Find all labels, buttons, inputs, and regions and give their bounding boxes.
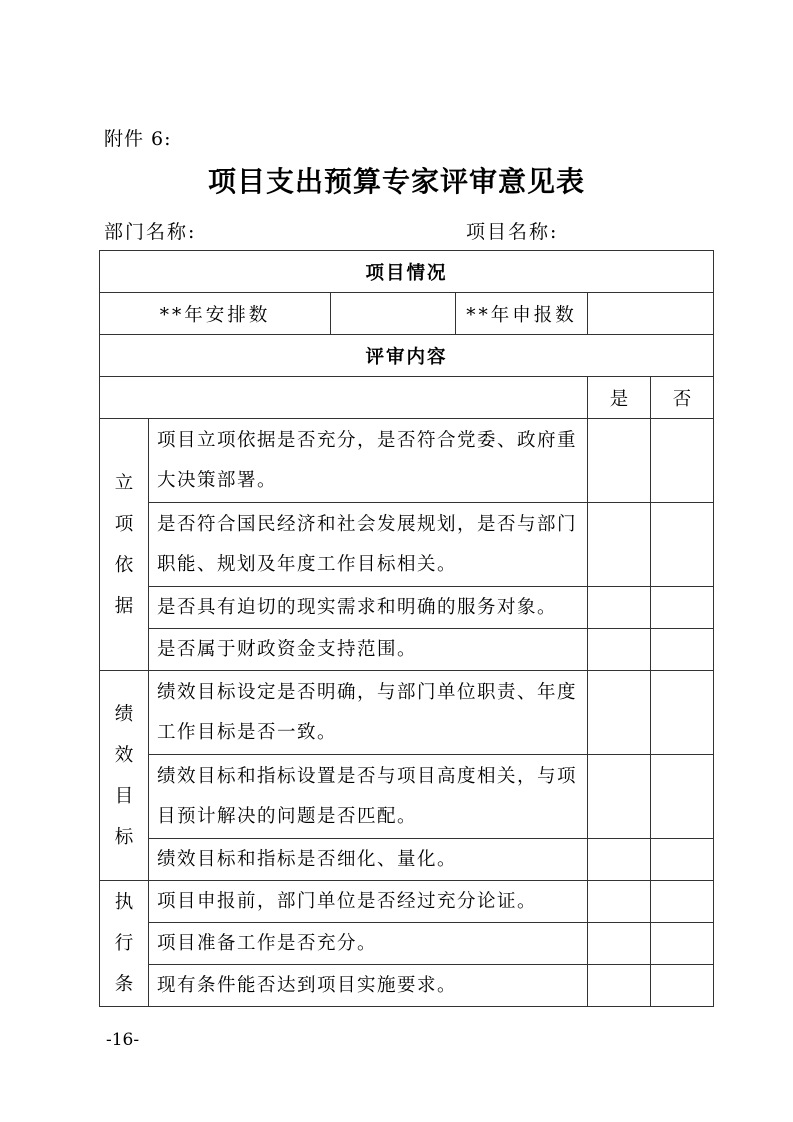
criteria-row — [100, 755, 714, 839]
section-char: 项 — [114, 513, 134, 535]
yes-column-header: 是 — [588, 377, 651, 419]
no-check-cell[interactable] — [651, 839, 714, 881]
criteria-row — [100, 671, 714, 755]
yes-check-cell[interactable] — [588, 881, 651, 923]
section-char: 效 — [114, 744, 134, 766]
section-char: 立 — [114, 472, 134, 494]
declared-amount-label: **年申报数 — [456, 293, 588, 335]
criteria-row — [100, 881, 714, 923]
criteria-row — [100, 965, 714, 1007]
yes-check-cell[interactable] — [588, 839, 651, 881]
yes-check-cell[interactable] — [588, 587, 651, 629]
no-check-cell[interactable] — [651, 923, 714, 965]
criteria-text: 是否属于财政资金支持范围。 — [149, 629, 588, 671]
yes-check-cell[interactable] — [588, 923, 651, 965]
section-char: 条 — [114, 974, 134, 995]
declared-amount-cell[interactable] — [588, 293, 714, 335]
arranged-amount-cell[interactable] — [331, 293, 456, 335]
yes-check-cell[interactable] — [588, 629, 651, 671]
review-form-table — [99, 250, 714, 1007]
section-label-performance-goals — [100, 671, 149, 881]
criteria-text: 项目准备工作是否充分。 — [149, 923, 588, 965]
no-column-header: 否 — [651, 377, 714, 419]
criteria-row — [100, 923, 714, 965]
page-title: 项目支出预算专家评审意见表 — [207, 165, 585, 198]
no-check-cell[interactable] — [651, 629, 714, 671]
no-check-cell[interactable] — [651, 965, 714, 1007]
section-char: 标 — [114, 826, 134, 848]
yes-no-header-row — [100, 377, 714, 419]
criteria-text: 现有条件能否达到项目实施要求。 — [149, 965, 588, 1007]
section-char: 行 — [114, 933, 134, 954]
no-check-cell[interactable] — [651, 419, 714, 503]
no-check-cell[interactable] — [651, 503, 714, 587]
no-check-cell[interactable] — [651, 881, 714, 923]
section-char: 依 — [114, 554, 134, 576]
no-check-cell[interactable] — [651, 755, 714, 839]
yes-check-cell[interactable] — [588, 965, 651, 1007]
no-check-cell[interactable] — [651, 671, 714, 755]
project-situation-header: 项目情况 — [100, 251, 714, 293]
section-char: 执 — [114, 892, 134, 913]
criteria-text: 是否具有迫切的现实需求和明确的服务对象。 — [149, 587, 588, 629]
yes-check-cell[interactable] — [588, 671, 651, 755]
criteria-text: 项目立项依据是否充分，是否符合党委、政府重大决策部署。 — [149, 419, 588, 503]
department-name-label: 部门名称: — [104, 221, 197, 243]
yes-check-cell[interactable] — [588, 503, 651, 587]
criteria-text: 绩效目标和指标是否细化、量化。 — [149, 839, 588, 881]
review-content-row — [100, 335, 714, 377]
review-content-header: 评审内容 — [100, 335, 714, 377]
blank-header-cell — [100, 377, 588, 419]
criteria-text: 项目申报前，部门单位是否经过充分论证。 — [149, 881, 588, 923]
project-situation-row — [100, 251, 714, 293]
criteria-row — [100, 587, 714, 629]
yes-check-cell[interactable] — [588, 419, 651, 503]
criteria-row — [100, 503, 714, 587]
budget-figures-row — [100, 293, 714, 335]
criteria-row — [100, 839, 714, 881]
no-check-cell[interactable] — [651, 587, 714, 629]
yes-check-cell[interactable] — [588, 755, 651, 839]
criteria-text: 是否符合国民经济和社会发展规划，是否与部门职能、规划及年度工作目标相关。 — [149, 503, 588, 587]
criteria-text: 绩效目标设定是否明确，与部门单位职责、年度工作目标是否一致。 — [149, 671, 588, 755]
section-char: 据 — [114, 595, 134, 617]
criteria-text: 绩效目标和指标设置是否与项目高度相关，与项目预计解决的问题是否匹配。 — [149, 755, 588, 839]
attachment-label: 附件 6: — [104, 128, 172, 150]
arranged-amount-label: **年安排数 — [100, 293, 331, 335]
page-number: -16- — [106, 1030, 140, 1050]
section-char: 目 — [114, 785, 134, 807]
criteria-row — [100, 419, 714, 503]
criteria-row — [100, 629, 714, 671]
project-name-label: 项目名称: — [466, 221, 559, 243]
section-char: 绩 — [114, 703, 134, 725]
section-label-execution-conditions — [100, 881, 149, 1007]
section-label-project-basis — [100, 419, 149, 671]
